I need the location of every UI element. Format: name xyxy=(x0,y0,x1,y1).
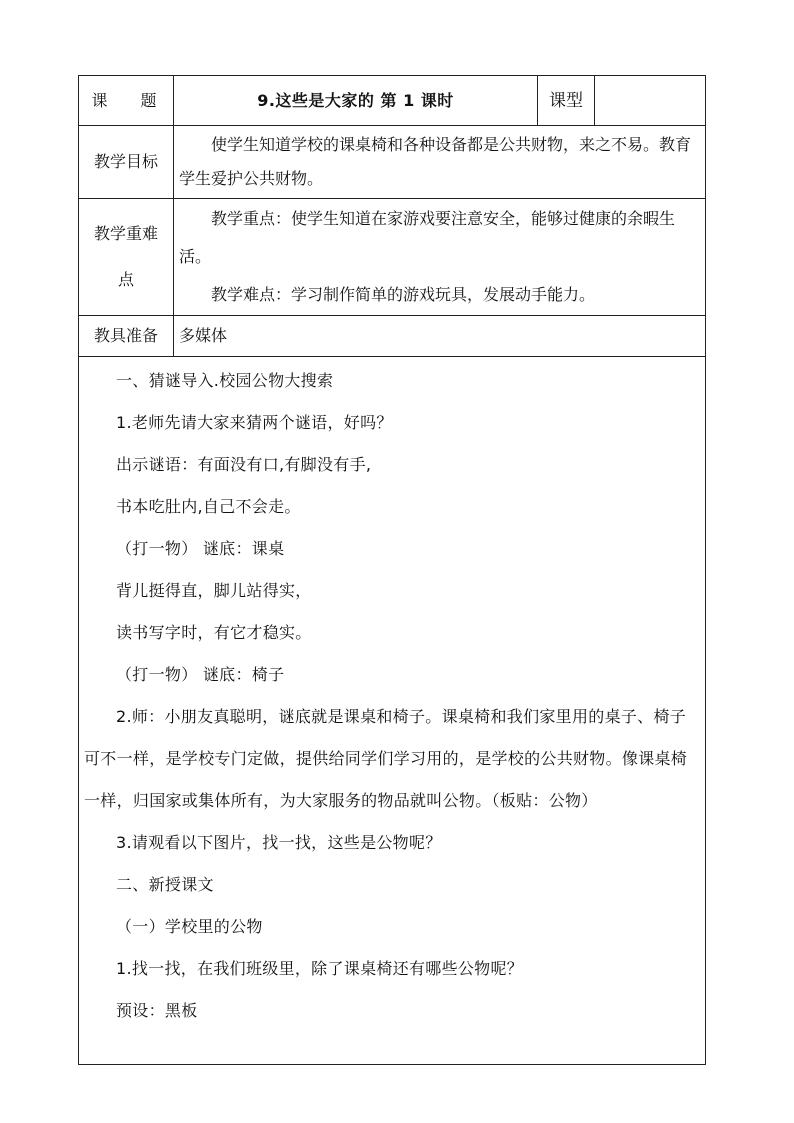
key-points-label: 教学重难点 xyxy=(93,224,158,289)
topic-label: 课 题 xyxy=(79,76,174,126)
key-points-cell xyxy=(174,199,706,316)
materials-value: 多媒体 xyxy=(174,316,706,357)
lesson-plan-table xyxy=(78,75,706,1065)
materials-row xyxy=(79,316,706,357)
goals-row xyxy=(79,126,706,199)
teaching-difficulty: 教学难点：学习制作简单的游戏玩具，发展动手能力。 xyxy=(211,285,596,304)
lesson-title: 9.这些是大家的 第 1 课时 xyxy=(174,76,538,126)
goals-text: 使学生知道学校的课桌椅和各种设备都是公共财物，来之不易。教育学生爱护公共财物。 xyxy=(179,135,692,188)
process-line: 出示谜语：有面没有口,有脚没有手, xyxy=(116,455,372,474)
process-line: 一、猜谜导入.校园公物大搜索 xyxy=(116,371,334,390)
type-label: 课型 xyxy=(538,76,595,126)
process-line: 1.老师先请大家来猜两个谜语，好吗？ xyxy=(116,413,393,432)
process-line: （打一物） 谜底：椅子 xyxy=(116,665,285,684)
process-line: 背儿挺得直，脚儿站得实， xyxy=(116,581,312,600)
teaching-focus: 教学重点：使学生知道在家游戏要注意安全，能够过健康的余暇生活。 xyxy=(179,209,676,266)
process-line: 读书写字时，有它才稳实。 xyxy=(116,623,312,642)
process-line: 3.请观看以下图片，找一找，这些是公物呢？ xyxy=(116,833,442,852)
type-value xyxy=(595,76,706,126)
header-row xyxy=(79,76,706,126)
process-line: （打一物） 谜底：课桌 xyxy=(116,539,285,558)
process-line: 书本吃肚内,自己不会走。 xyxy=(116,497,301,516)
process-line: 1.找一找，在我们班级里，除了课桌椅还有哪些公物呢？ xyxy=(116,959,524,978)
process-row xyxy=(79,357,706,1065)
process-paragraph: 2.师：小朋友真聪明，谜底就是课桌和椅子。课桌椅和我们家里用的桌子、椅子可不一样，是学校专门定做，提供给同学们学习用的，是学校的公共财物。像课桌椅一样，归国家或集体所有，为大家服务的物品就叫公物。（板贴：公物） xyxy=(84,707,688,810)
process-line: （一）学校里的公物 xyxy=(116,917,263,936)
process-line: 二、新授课文 xyxy=(116,875,214,894)
goals-cell xyxy=(174,126,706,199)
key-points-row xyxy=(79,199,706,316)
process-line: 预设：黑板 xyxy=(116,1001,198,1020)
key-points-label-cell xyxy=(79,199,174,316)
goals-label: 教学目标 xyxy=(79,126,174,199)
materials-label: 教具准备 xyxy=(79,316,174,357)
process-cell xyxy=(79,357,706,1065)
